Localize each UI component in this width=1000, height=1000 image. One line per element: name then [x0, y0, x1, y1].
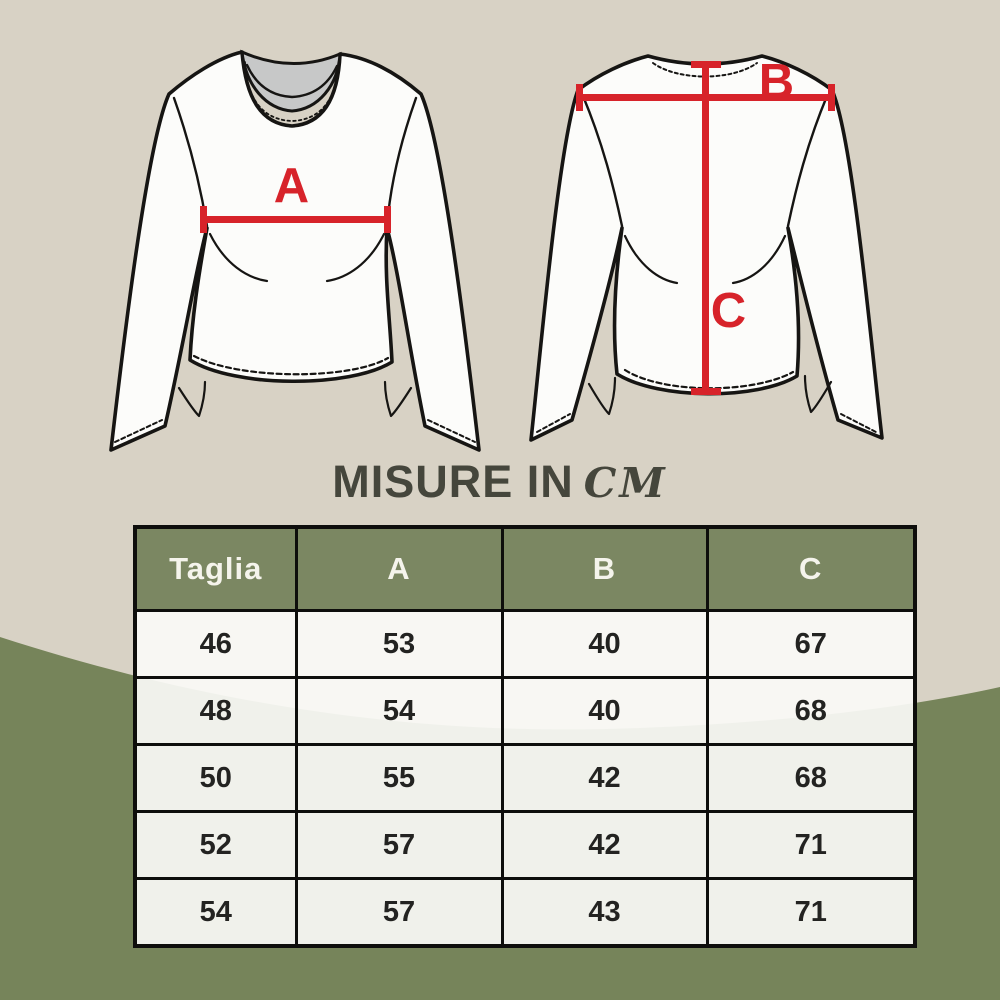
- measure-label-a: A: [273, 159, 311, 213]
- cell-c: 71: [707, 812, 915, 879]
- measure-line-a: [201, 216, 390, 223]
- cell-a: 55: [296, 745, 502, 812]
- cell-taglia: 50: [135, 745, 296, 812]
- cell-a: 53: [296, 611, 502, 678]
- cell-taglia: 54: [135, 879, 296, 947]
- measure-line-c: [702, 62, 709, 394]
- header-taglia: Taglia: [135, 527, 296, 611]
- cell-taglia: 52: [135, 812, 296, 879]
- measure-label-b: B: [758, 55, 796, 109]
- table-row: [135, 879, 915, 947]
- size-table: [133, 525, 917, 948]
- header-c: C: [707, 527, 915, 611]
- cell-c: 68: [707, 678, 915, 745]
- title-main: MISURE IN: [332, 456, 574, 507]
- cell-c: 68: [707, 745, 915, 812]
- cell-c: 67: [707, 611, 915, 678]
- cell-b: 42: [502, 812, 707, 879]
- header-b: B: [502, 527, 707, 611]
- cell-a: 57: [296, 812, 502, 879]
- table-header-row: [135, 527, 915, 611]
- cell-taglia: 48: [135, 678, 296, 745]
- cell-a: 54: [296, 678, 502, 745]
- cell-b: 42: [502, 745, 707, 812]
- measure-label-c: C: [710, 284, 748, 338]
- cell-c: 71: [707, 879, 915, 947]
- title-unit: CM: [583, 459, 668, 507]
- header-a: A: [296, 527, 502, 611]
- cell-b: 40: [502, 611, 707, 678]
- table-row: [135, 678, 915, 745]
- table-row: [135, 812, 915, 879]
- table-row: [135, 745, 915, 812]
- cell-b: 40: [502, 678, 707, 745]
- page-title: [0, 457, 1000, 507]
- cell-b: 43: [502, 879, 707, 947]
- shirt-front-illustration: [95, 18, 495, 468]
- cell-taglia: 46: [135, 611, 296, 678]
- shirt-back-illustration: [513, 26, 925, 472]
- table-row: [135, 611, 915, 678]
- cell-a: 57: [296, 879, 502, 947]
